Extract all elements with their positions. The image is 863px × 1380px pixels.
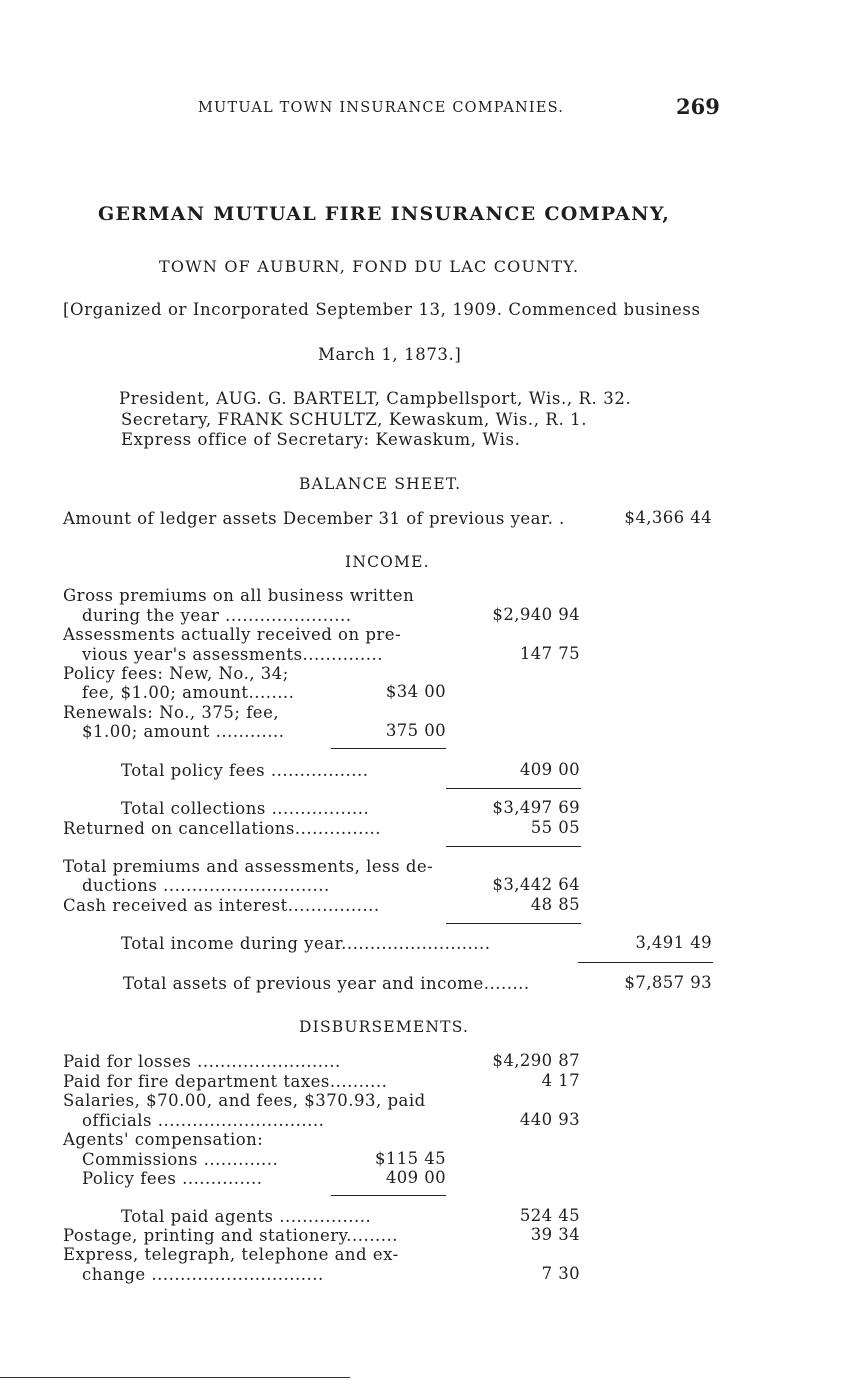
rule-total-income <box>578 962 713 963</box>
express-amount: 7 30 <box>541 1264 580 1283</box>
assessments-label-1: Assessments actually received on pre- <box>63 625 402 644</box>
commissions-amount: $115 45 <box>374 1149 446 1168</box>
postage-label: Postage, printing and stationery......... <box>63 1226 398 1245</box>
fire-dept-taxes-amount: 4 17 <box>541 1071 580 1090</box>
ledger-assets-amount: $4,366 44 <box>624 508 712 527</box>
salaries-label-2: officials ............................. <box>82 1111 325 1130</box>
page-bottom-edge <box>0 1377 350 1378</box>
rule-agents <box>331 1195 446 1196</box>
rule-interest <box>446 923 581 924</box>
cash-interest-label: Cash received as interest................ <box>63 896 380 915</box>
agents-compensation-label: Agents' compensation: <box>63 1130 264 1149</box>
paid-losses-amount: $4,290 87 <box>492 1051 580 1070</box>
company-location: TOWN OF AUBURN, FOND DU LAC COUNTY. <box>159 257 580 276</box>
company-name: GERMAN MUTUAL FIRE INSURANCE COMPANY, <box>98 203 671 225</box>
returned-cancellations-label: Returned on cancellations............... <box>63 819 382 838</box>
fire-dept-taxes-label: Paid for fire department taxes.......... <box>63 1072 388 1091</box>
organized-line-2: March 1, 1873.] <box>318 345 462 364</box>
total-collections-label: Total collections ................. <box>121 799 370 818</box>
disbursements-heading: DISBURSEMENTS. <box>299 1018 470 1036</box>
ledger-assets-label: Amount of ledger assets December 31 of previous year. . <box>63 509 565 528</box>
postage-amount: 39 34 <box>530 1225 580 1244</box>
total-policy-fees-amount: 409 00 <box>519 760 580 779</box>
salaries-amount: 440 93 <box>519 1110 580 1129</box>
agent-policy-fees-label: Policy fees .............. <box>82 1169 263 1188</box>
page-number: 269 <box>676 94 720 119</box>
renewals-amount: 375 00 <box>385 721 446 740</box>
express-office: Express office of Secretary: Kewaskum, Wis. <box>121 430 521 449</box>
cash-interest-amount: 48 85 <box>530 895 580 914</box>
organized-line-1: [Organized or Incorporated September 13, 1909. Commenced business <box>63 300 701 319</box>
total-premiums-label-2: ductions ............................. <box>82 876 330 895</box>
returned-cancellations-amount: 55 05 <box>530 818 580 837</box>
income-heading: INCOME. <box>345 553 430 571</box>
running-header-title: MUTUAL TOWN INSURANCE COMPANIES. <box>198 100 565 116</box>
officer-secretary: Secretary, FRANK SCHULTZ, Kewaskum, Wis., R. 1. <box>121 410 588 429</box>
express-label-2: change .............................. <box>82 1265 324 1284</box>
gross-premiums-label-1: Gross premiums on all business written <box>63 586 415 605</box>
total-assets-label: Total assets of previous year and income........ <box>123 974 530 993</box>
policy-fees-new-amount: $34 00 <box>385 682 446 701</box>
renewals-label-2: $1.00; amount ............ <box>82 722 285 741</box>
balance-sheet-heading: BALANCE SHEET. <box>299 475 462 493</box>
agent-policy-fees-amount: 409 00 <box>385 1168 446 1187</box>
paid-losses-label: Paid for losses ......................... <box>63 1052 341 1071</box>
policy-fees-label-1: Policy fees: New, No., 34; <box>63 664 289 683</box>
total-premiums-label-1: Total premiums and assessments, less de- <box>63 857 434 876</box>
total-premiums-amount: $3,442 64 <box>492 875 580 894</box>
total-policy-fees-label: Total policy fees ................. <box>121 761 369 780</box>
rule-collections <box>446 788 581 789</box>
total-income-label: Total income during year.......................... <box>121 934 491 953</box>
total-paid-agents-label: Total paid agents ................ <box>121 1207 372 1226</box>
renewals-label-1: Renewals: No., 375; fee, <box>63 703 280 722</box>
total-income-amount: 3,491 49 <box>635 933 712 952</box>
assessments-label-2: vious year's assessments.............. <box>82 645 383 664</box>
rule-policy-fees <box>331 748 446 749</box>
assessments-amount: 147 75 <box>519 644 580 663</box>
express-label-1: Express, telegraph, telephone and ex- <box>63 1245 399 1264</box>
gross-premiums-amount: $2,940 94 <box>492 605 580 624</box>
total-collections-amount: $3,497 69 <box>492 798 580 817</box>
total-assets-amount: $7,857 93 <box>624 973 712 992</box>
rule-premiums <box>446 846 581 847</box>
salaries-label-1: Salaries, $70.00, and fees, $370.93, paid <box>63 1091 426 1110</box>
commissions-label: Commissions ............. <box>82 1150 279 1169</box>
policy-fees-label-2: fee, $1.00; amount........ <box>82 683 295 702</box>
total-paid-agents-amount: 524 45 <box>519 1206 580 1225</box>
officer-president: President, AUG. G. BARTELT, Campbellsport, Wis., R. 32. <box>119 389 632 408</box>
gross-premiums-label-2: during the year ...................... <box>82 606 352 625</box>
